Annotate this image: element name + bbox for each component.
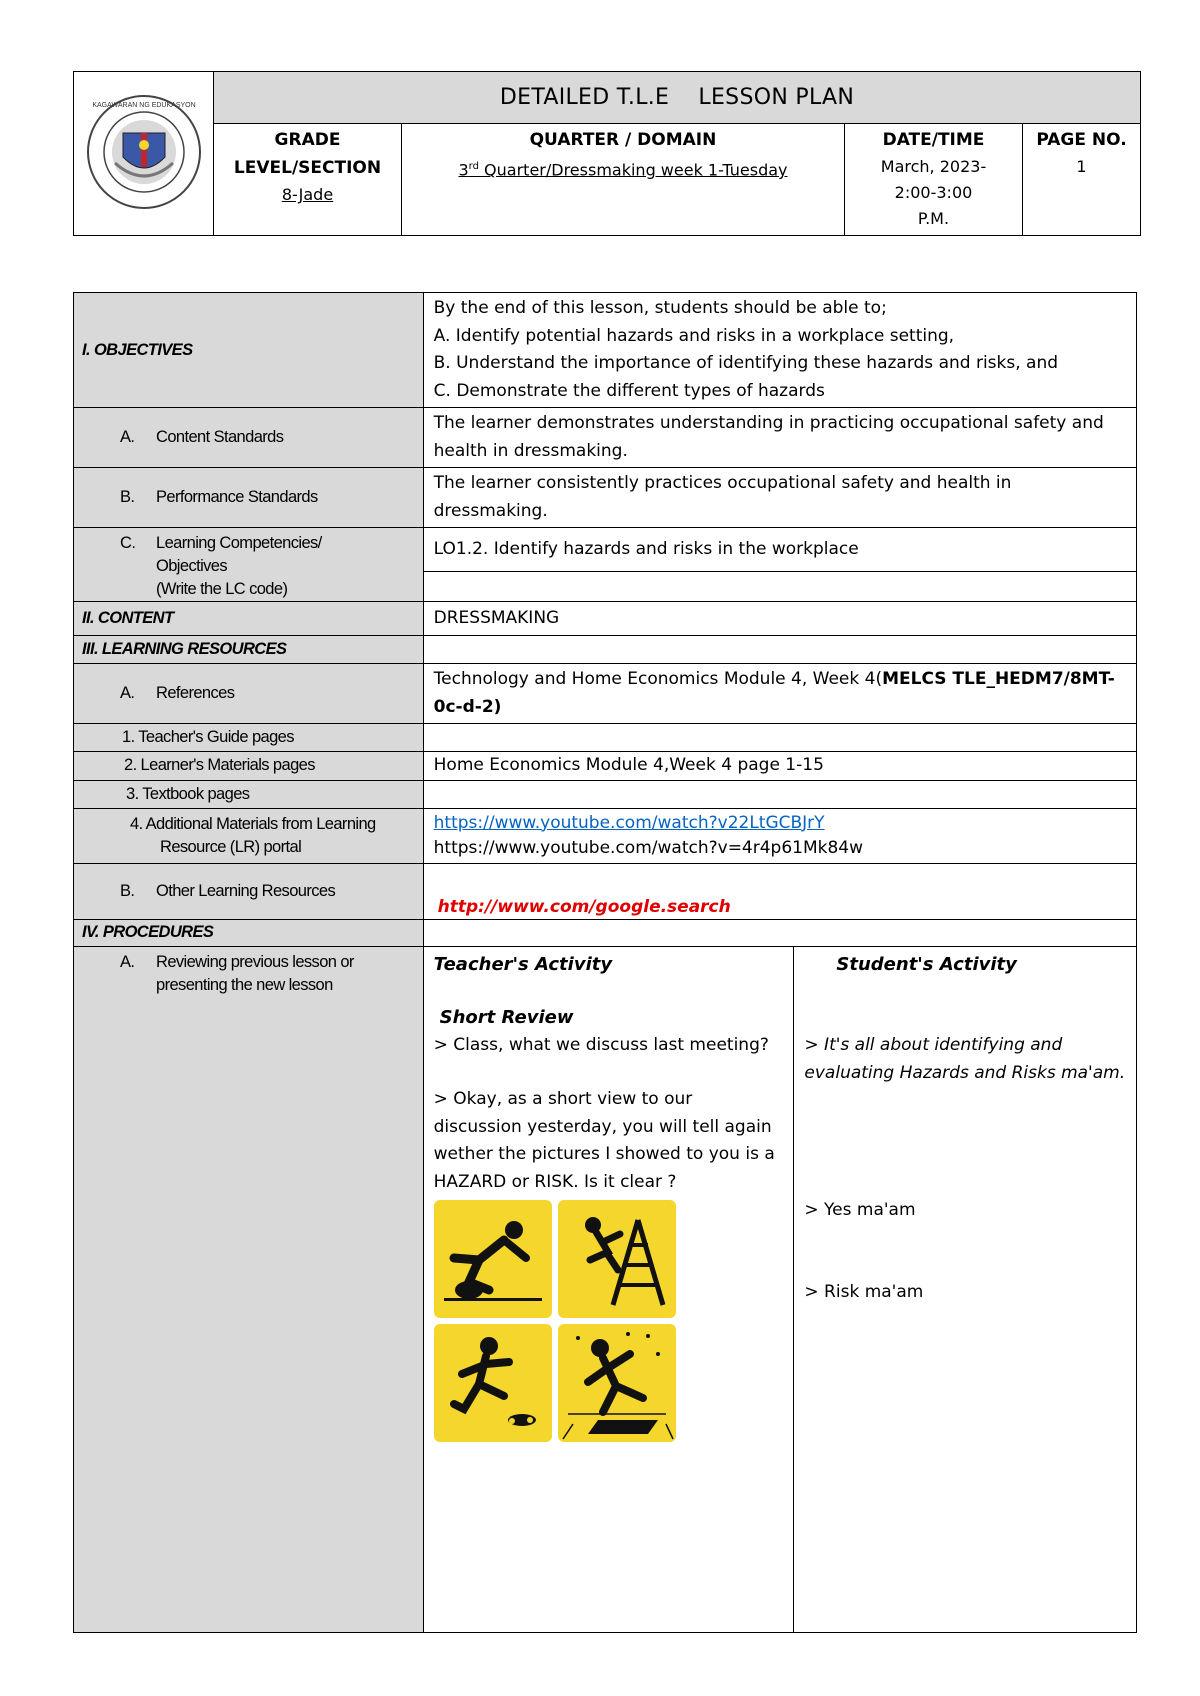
quarter-sup: rd <box>468 161 479 172</box>
content-standards-letter: A. <box>120 428 135 446</box>
review-letter: A. <box>120 952 135 971</box>
learner-materials-label <box>74 752 424 781</box>
textbook-text: 3. Textbook pages <box>126 784 250 803</box>
teacher-line-2: > Okay, as a short view to our discussion yesterday, you will tell again wether the pictures I showed to you is a HAZARD or RISK. Is it clear ? <box>433 1089 775 1192</box>
grade-label: GRADE <box>274 130 341 150</box>
review-text-1: Reviewing previous lesson or <box>156 952 354 971</box>
performance-standards-label <box>74 468 424 528</box>
date-label: DATE/TIME <box>882 130 985 150</box>
teacher-line-1: > Class, what we discuss last meeting? <box>433 1034 769 1055</box>
review-label <box>74 946 424 1632</box>
student-line-2: > Yes ma'am <box>804 1200 916 1220</box>
other-resources-text: Other Learning Resources <box>156 881 336 900</box>
quarter-text: Quarter/Dressmaking week 1-Tuesday <box>478 160 788 180</box>
procedures-label: IV. PROCEDURES <box>74 919 424 946</box>
learner-materials-value: Home Economics Module 4,Week 4 page 1-15 <box>423 752 1136 781</box>
performance-standards-text: Performance Standards <box>156 488 318 506</box>
quarter-value <box>402 154 844 183</box>
references-label <box>74 664 424 724</box>
student-activity-cell <box>794 946 1137 1632</box>
student-activity-heading: Student's Activity <box>836 953 1017 975</box>
performance-standards-letter: B. <box>120 488 135 506</box>
student-line-3: > Risk ma'am <box>804 1281 924 1302</box>
competencies-text-1: Learning Competencies/ <box>156 534 322 552</box>
student-line-1: > It's all about identifying and evaluating Hazards and Risks ma'am. <box>804 1035 1126 1083</box>
trip-hazard-icon <box>434 1200 552 1318</box>
grade-value: 8-Jade <box>281 185 334 204</box>
quarter-domain-cell <box>402 124 845 236</box>
lesson-plan-title: DETAILED T.L.E LESSON PLAN <box>214 72 1141 124</box>
hazard-pictures-grid <box>434 1200 784 1442</box>
deped-seal-logo <box>85 93 203 211</box>
learner-materials-text: 2. Learner's Materials pages <box>124 756 315 775</box>
logo-cell <box>74 72 214 236</box>
objective-a: A. Identify potential hazards and risks in a workplace setting, <box>433 325 955 346</box>
date-time-cell <box>845 124 1023 236</box>
other-resources-letter: B. <box>120 881 135 900</box>
objective-b: B. Understand the importance of identifying these hazards and risks, and <box>433 353 1059 373</box>
textbook-value <box>423 780 1136 808</box>
lc-code-value <box>423 571 1136 601</box>
youtube-link-2[interactable]: https://www.youtube.com/watch?v=4r4p61Mk84w <box>433 837 864 858</box>
content-standards-text: Content Standards <box>156 428 284 446</box>
references-text: References <box>156 684 235 702</box>
content-standards-value: The learner demonstrates understanding in practicing occupational safety and health in dressmaking. <box>423 408 1136 468</box>
date-line-1: March, 2023- <box>880 157 987 176</box>
slip-hazard-icon <box>434 1324 552 1442</box>
youtube-link-1[interactable]: https://www.youtube.com/watch?v22LtGCBJrY <box>433 812 825 833</box>
textbook-label <box>74 780 424 808</box>
performance-standards-value: The learner consistently practices occupational safety and health in dressmaking. <box>423 468 1136 528</box>
header-table <box>73 71 1141 236</box>
references-value <box>423 664 1136 724</box>
quarter-label: QUARTER / DOMAIN <box>529 130 717 150</box>
review-text-2: presenting the new lesson <box>156 975 333 994</box>
content-label: II. CONTENT <box>74 602 424 636</box>
objective-c: C. Demonstrate the different types of hazards <box>433 380 825 401</box>
procedures-value <box>423 919 1136 946</box>
short-review-heading: Short Review <box>439 1007 574 1028</box>
quarter-num: 3 <box>458 160 469 180</box>
additional-materials-text-1: 4. Additional Materials from Learning <box>130 814 376 833</box>
level-section-label: LEVEL/SECTION <box>233 158 382 178</box>
google-search-link[interactable]: http://www.com/google.search <box>437 896 731 917</box>
date-line-3: P.M. <box>917 209 950 228</box>
competencies-letter: C. <box>120 534 136 552</box>
learning-resources-label: III. LEARNING RESOURCES <box>74 636 424 664</box>
page-no-cell <box>1023 124 1141 236</box>
teacher-activity-cell <box>423 946 794 1632</box>
objectives-value <box>423 293 1136 408</box>
date-line-2: 2:00-3:00 <box>894 183 973 202</box>
additional-materials-label <box>74 808 424 863</box>
competencies-text-2: Objectives <box>156 557 228 575</box>
lesson-table <box>73 292 1137 1633</box>
teacher-guide-value <box>423 724 1136 752</box>
teacher-activity-heading: Teacher's Activity <box>433 953 613 975</box>
additional-materials-value <box>423 808 1136 863</box>
learning-resources-value <box>423 636 1136 664</box>
page-value: 1 <box>1076 157 1087 176</box>
competencies-text-3: (Write the LC code) <box>156 580 288 598</box>
objectives-intro: By the end of this lesson, students should be able to; <box>433 298 887 318</box>
teacher-guide-label <box>74 724 424 752</box>
other-resources-value <box>423 863 1136 919</box>
competencies-value: LO1.2. Identify hazards and risks in the workplace <box>423 528 1136 572</box>
content-value: DRESSMAKING <box>423 602 1136 636</box>
objectives-label: I. OBJECTIVES <box>74 293 424 408</box>
grade-section-cell <box>214 124 402 236</box>
logo-text: KAGAWARAN NG EDUKASYON <box>91 101 196 109</box>
competencies-label <box>74 528 424 602</box>
references-plain: Technology and Home Economics Module 4, Week 4( <box>433 669 883 689</box>
teacher-guide-text: 1. Teacher's Guide pages <box>122 728 294 746</box>
ladder-fall-icon <box>558 1200 676 1318</box>
other-resources-label <box>74 863 424 919</box>
content-standards-label <box>74 408 424 468</box>
additional-materials-text-2: Resource (LR) portal <box>160 837 302 856</box>
references-letter: A. <box>120 684 135 702</box>
references-code: MELCS TLE_HEDM7/8MT-0c-d-2) <box>433 669 1115 717</box>
page-label: PAGE NO. <box>1036 130 1127 150</box>
wet-floor-fall-icon <box>558 1324 676 1442</box>
